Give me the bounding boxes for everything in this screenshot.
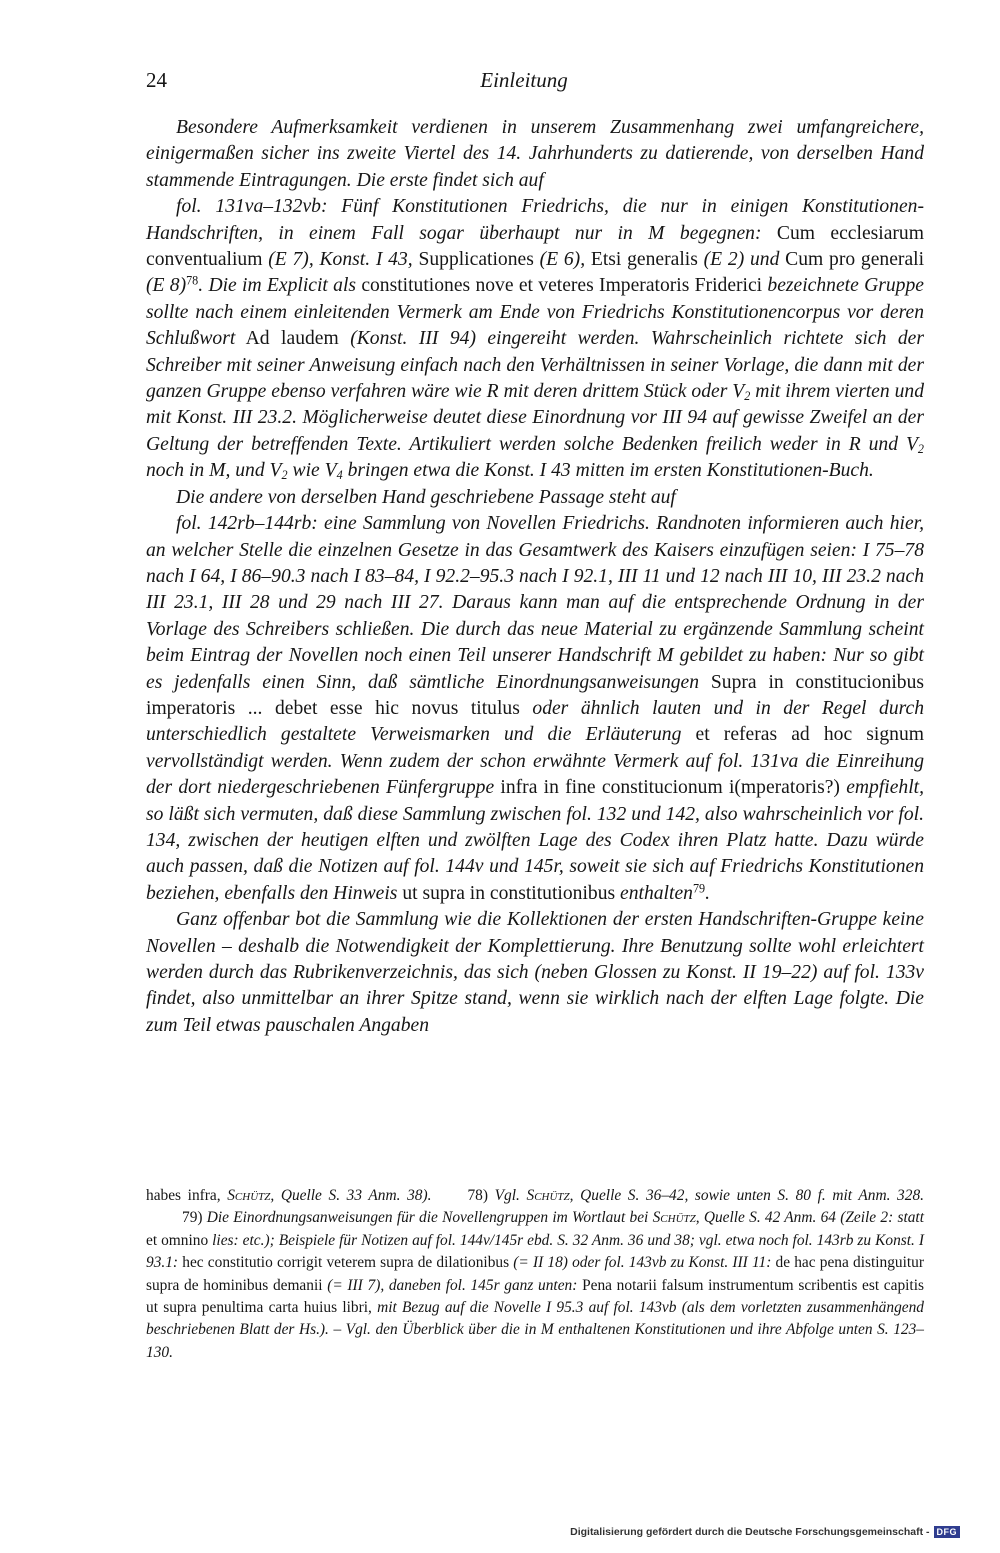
- footnote-block: habes infra, Schütz, Quelle S. 33 Anm. 38). 78) Vgl. Schütz, Quelle S. 36–42, sowie unten S. 80 f. mit Anm. 328.79) Die Einordnungsanweisungen für die Novellengruppen im Wortlaut bei Schütz, Quelle S. 42 Anm. 64 (Zeile 2: statt et omnino lies: etc.); Beispiele für Notizen auf fol. 144v/145r ebd. S. 32 Anm. 36 und 38; vgl. etwa noch fol. 143rb zu Konst. I 93.1: hec constitutio corrigit veterem supra de dilationibus (= II 18) oder fol. 143vb zu Konst. III 11: de hac pena distinguitur supra de hominibus demanii (= III 7), daneben fol. 145r ganz unten: Pena notarii falsum instrumentum scribentis est capitis ut supra penultima carta huius libri, mit Bezug auf die Novelle I 95.3 auf fol. 143vb (als dem vorletzten zusammenhängend beschriebenen Blatt der Hs.). – Vgl. den Überblick über die in M enthaltenen Konstitutionen und ihre Abfolge unten S. 123–130.: [146, 1187, 925, 1361]
- footnote-79-mark: 79): [182, 1209, 203, 1227]
- footnotes: [146, 1185, 924, 1364]
- page-number: 24: [146, 68, 167, 92]
- paragraph-entry-fol-142: fol. 142rb–144rb: eine Sammlung von Novellen Friedrichs. Randnoten informieren auch hier, an welcher Stelle die einzelnen Gesetze in das Gesamtwerk des Kaisers einzufügen seien: I 75–78 nach I 64, I 86–90.3 nach I 83–84, I 92.2–95.3 nach I 92.1, III 11 und 12 nach III 10, III 23.2 nach III 23.1, III 28 und 29 nach III 27. Daraus kann man auf die entsprechende Ordnung in der Vorlage des Schreibers schließen. Die durch das neue Material zu ergänzende Sammlung scheint beim Eintrag der Novellen noch einen Teil unserer Handschrift M gebildet zu haben: Nur so gibt es jedenfalls einen Sinn, daß sämtliche Einordnungsanweisungen Supra in constitucionibus imperatoris ... debet esse hic novus titulus oder ähnlich lauten und in der Regel durch unterschiedlich gestaltete Verweismarken und die Erläuterung et referas ad hoc signum vervollständigt werden. Wenn zudem der schon erwähnte Vermerk auf fol. 131va die Einreihung der dort niedergeschriebenen Fünfergruppe infra in fine constitucionum i(mperatoris?) empfiehlt, so läßt sich vermuten, daß diese Sammlung zwischen fol. 132 und 142, also wahrscheinlich vor fol. 134, zwischen der heutigen elften und zwölften Lage des Codex ihren Platz hatte. Dazu würde auch passen, daß die Notizen auf fol. 144v und 145r, soweit sie sich auf Friedrichs Konstitutionen beziehen, ebenfalls den Hinweis ut supra in constitutionibus enthalten$^{79}$.: [146, 513, 925, 904]
- running-title: Einleitung: [480, 68, 568, 92]
- footnote-ref-78: 78: [186, 273, 199, 288]
- digitization-credit: [570, 1526, 960, 1538]
- credit-text: Digitalisierung gefördert durch die Deutsche Forschungsgemeinschaft -: [570, 1526, 930, 1538]
- paragraph-intro: Besondere Aufmerksamkeit verdienen in unserem Zusammenhang zwei umfangreichere, einigermaßen sicher ins zweite Viertel des 14. Jahrhunderts zu datierende, von derselben Hand stammende Eintragungen. Die erste findet sich auf: [146, 117, 924, 191]
- dfg-logo: DFG: [934, 1526, 961, 1538]
- paragraph-other-passage: Die andere von derselben Hand geschriebene Passage steht auf: [176, 486, 676, 508]
- footnote-ref-79: 79: [692, 881, 706, 896]
- paragraph-entry-fol-131: fol. 131va–132vb: Fünf Konstitutionen Friedrichs, die nur in einigen Konstitutionen-Handschriften, in einem Fall sogar überhaupt nur in M begegnen: Cum ecclesiarum conventualium (E 7), Konst. I 43, Supplicationes (E 6), Etsi generalis (E 2) und Cum pro generali (E 8)$^{78}$. Die im Explicit als constitutiones nove et veteres Imperatoris Friderici bezeichnete Gruppe sollte nach einem einleitenden Vermerk am Ende von Friedrichs Konstitutionencorpus vor deren Schlußwort Ad laudem (Konst. III 94) eingereiht werden. Wahrscheinlich richtete sich der Schreiber mit seiner Anweisung einfach nach den Verhältnissen in seiner Vorlage, die dann mit der ganzen Gruppe ebenso verfahren wäre wie R mit deren drittem Stück oder $V_2$ mit ihrem vierten und mit Konst. III 23.2. Möglicherweise deutet diese Einordnung vor III 94 auf gewisse Zweifel an der Geltung der betreffenden Texte. Artikuliert werden solche Bedenken freilich weder in R und $V_2$ noch in M, und $V_2$ wie $V_4$ bringen etwa die Konst. I 43 mitten im ersten Konstitutionen-Buch.: [146, 196, 925, 483]
- main-text: [146, 115, 924, 1039]
- paragraph-collection: Ganz offenbar bot die Sammlung wie die Kollektionen der ersten Handschriften-Gruppe keine Novellen – deshalb die Notwendigkeit der Komplettierung. Ihre Benutzung sollte wohl erleichtert werden durch das Rubrikenverzeichnis, das sich (neben Glossen zu Konst. II 19–22) auf fol. 133v findet, also unmittelbar an ihrer Spitze stand, wenn sie wirklich nach der elften Lage folgte. Die zum Teil etwas pauschalen Angaben: [146, 909, 924, 1036]
- footnote-78-mark: 78): [467, 1187, 488, 1204]
